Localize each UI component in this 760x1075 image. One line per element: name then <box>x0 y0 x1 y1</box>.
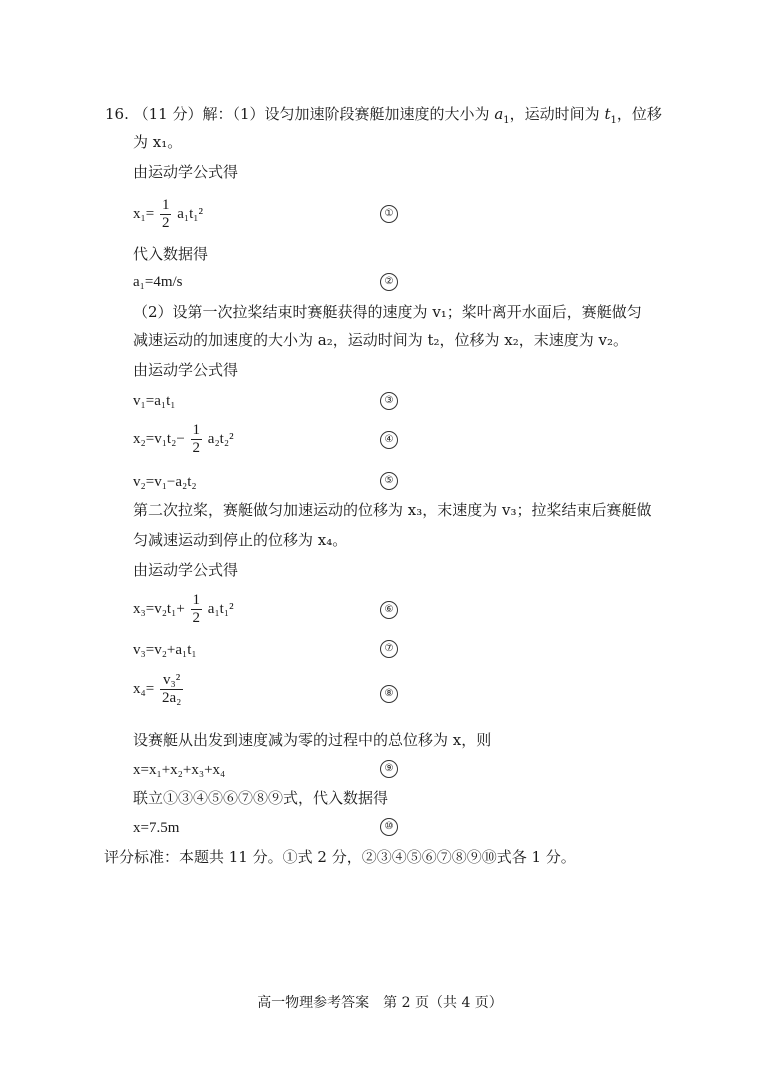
intro-mid: ，运动时间为 <box>509 105 605 123</box>
kinematics-heading-3: 由运动学公式得 <box>133 561 239 579</box>
part2-line-1: （2）设第一次拉桨结束时赛艇获得的速度为 v₁；桨叶离开水面后，赛艇做匀 <box>133 303 642 321</box>
kinematics-heading-1: 由运动学公式得 <box>133 163 239 181</box>
eq6-fraction <box>191 592 203 627</box>
equation-1 <box>133 197 203 232</box>
equation-mark-4: ④ <box>380 431 398 449</box>
equation-mark-9: ⑨ <box>380 760 398 778</box>
equation-mark-7: ⑦ <box>380 640 398 658</box>
eq6-lhs: x₃=v₂t₁+ <box>133 600 185 617</box>
scoring-standard: 评分标准：本题共 11 分。①式 2 分，②③④⑤⑥⑦⑧⑨⑩式各 1 分。 <box>104 848 576 866</box>
second-pull-line-2: 匀减速运动到停止的位移为 x₄。 <box>133 531 348 549</box>
eq6-numerator: 1 <box>192 592 201 608</box>
eq4-tail: a₂t₂² <box>207 430 234 447</box>
equation-mark-1: ① <box>380 205 398 223</box>
equation-8 <box>133 672 185 707</box>
eq1-fraction <box>160 197 172 232</box>
combine-line: 联立①③④⑤⑥⑦⑧⑨式，代入数据得 <box>133 789 389 807</box>
equation-9: x=x₁+x₂+x₃+x₄ <box>133 762 226 778</box>
equation-mark-3: ③ <box>380 392 398 410</box>
equation-5: v₂=v₁−a₂t₂ <box>133 474 197 490</box>
eq1-denominator: 2 <box>161 215 170 231</box>
eq4-lhs: x₂=v₁t₂− <box>133 430 185 447</box>
equation-7: v₃=v₂+a₁t₁ <box>133 642 197 658</box>
eq1-lhs: x₁= <box>133 205 155 222</box>
equation-mark-10: ⑩ <box>380 818 398 836</box>
problem-intro-line: 16. （11 分）解：（1）设匀加速阶段赛艇加速度的大小为 $a_1$，运动时间为 $t_1$，位移 <box>105 105 662 126</box>
eq1-tail: a₁t₁² <box>177 205 203 222</box>
eq6-denominator: 2 <box>192 610 201 626</box>
equation-2: a₁=4m/s <box>133 274 183 290</box>
equation-10: x=7.5m <box>133 820 180 836</box>
problem-number: 16. <box>105 105 129 123</box>
intro-prefix: 解：（1）设匀加速阶段赛艇加速度的大小为 <box>202 105 495 123</box>
eq4-denominator: 2 <box>192 440 201 456</box>
equation-6 <box>133 592 234 627</box>
eq8-lhs: x₄= <box>133 680 155 697</box>
substitute-heading: 代入数据得 <box>133 245 209 263</box>
kinematics-heading-2: 由运动学公式得 <box>133 361 239 379</box>
equation-4 <box>133 422 234 457</box>
page-footer: 高一物理参考答案 第 2 页（共 4 页） <box>257 995 503 1011</box>
equation-mark-6: ⑥ <box>380 601 398 619</box>
eq8-fraction <box>160 672 183 707</box>
equation-mark-8: ⑧ <box>380 685 398 703</box>
total-displacement-line: 设赛艇从出发到速度减为零的过程中的总位移为 x，则 <box>133 731 492 749</box>
second-pull-line-1: 第二次拉桨，赛艇做匀加速运动的位移为 x₃，末速度为 v₃；拉桨结束后赛艇做 <box>133 501 652 519</box>
equation-3: v₁=a₁t₁ <box>133 393 176 409</box>
equation-mark-2: ② <box>380 273 398 291</box>
intro-line-2: 为 x₁。 <box>133 133 183 151</box>
intro-suffix: ，位移 <box>616 105 662 123</box>
eq4-fraction <box>191 422 203 457</box>
eq1-numerator: 1 <box>161 197 170 213</box>
problem-points: （11 分） <box>133 105 203 123</box>
eq8-numerator: v₃² <box>163 672 181 688</box>
eq8-denominator: 2a₂ <box>161 690 182 706</box>
equation-mark-5: ⑤ <box>380 472 398 490</box>
part2-line-2: 减速运动的加速度的大小为 a₂，运动时间为 t₂，位移为 x₂，末速度为 v₂。 <box>133 331 629 349</box>
eq6-tail: a₁t₁² <box>207 600 234 617</box>
eq4-numerator: 1 <box>192 422 201 438</box>
